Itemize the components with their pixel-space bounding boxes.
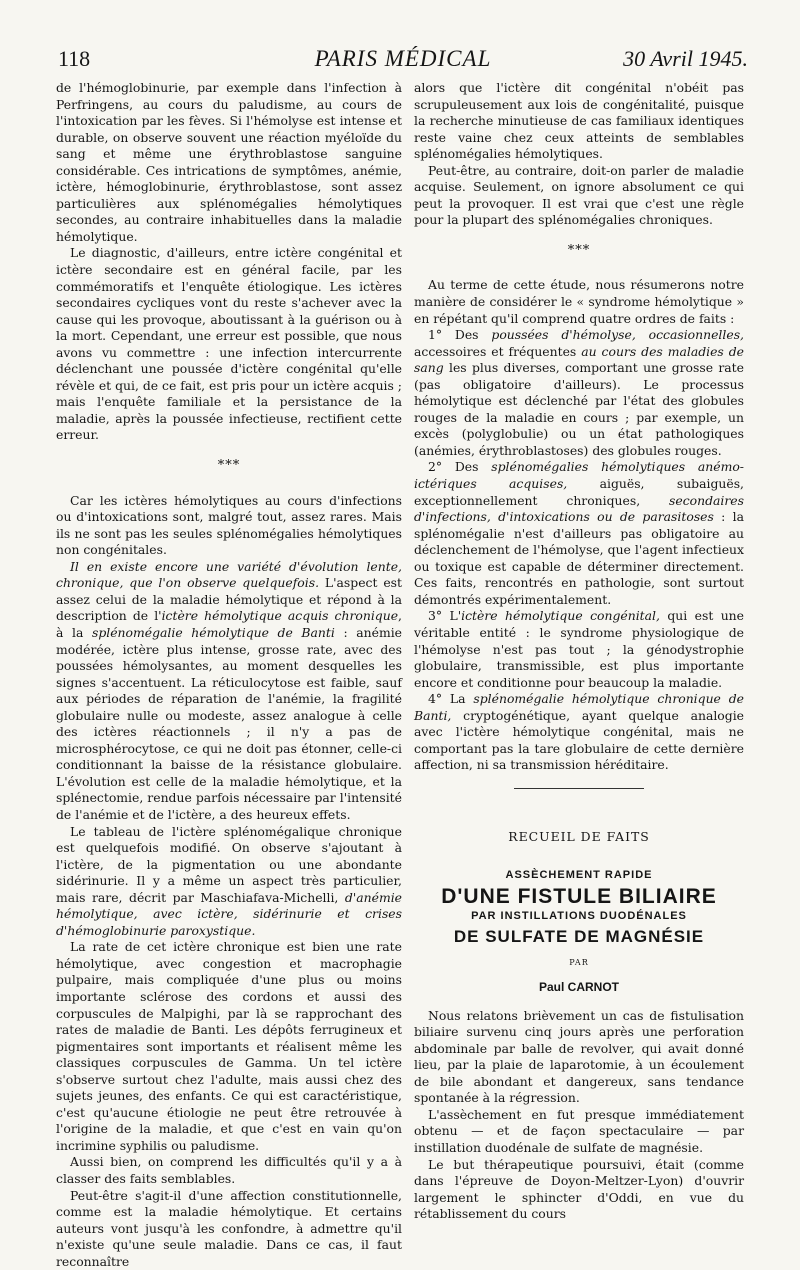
- paragraph: L'assèchement en fut presque immédiatement obtenu — et de façon spectaculaire — par instillation duodénale de sulfate de magnésie.: [414, 1106, 744, 1155]
- paragraph: de l'hémoglobinurie, par exemple dans l'infection à Perfringens, au cours du paludisme, au cours de l'intoxication par les fèves. Si l'hémolyse est intense et durable, on observe souvent une réaction myéloïde du sang et même une érythroblastose sanguine considérable. Ces intrications de symptômes, anémie, ictère, hémoglobinurie, érythroblastose, sont assez particulières aux splénomégalies hémolytiques secondes, au contraire inhabituelles dans la maladie hémolytique.: [56, 80, 402, 244]
- divider: [514, 788, 644, 789]
- paragraph: Au terme de cette étude, nous résumerons notre manière de considérer le « syndrome hémolytique » en répétant qu'il comprend quatre ordres de faits :: [414, 277, 744, 326]
- paragraph: Le but thérapeutique poursuivi, était (comme dans l'épreuve de Doyon-Meltzer-Lyon) d'ouvrir largement le sphincter d'Oddi, en vue du rétablissement du cours: [414, 1156, 744, 1222]
- paragraph: Aussi bien, on comprend les difficultés qu'il y a à classer des faits semblables.: [56, 1154, 402, 1186]
- section-heading: RECUEIL DE FAITS: [508, 828, 650, 844]
- page-number: 118: [58, 46, 91, 71]
- paragraph: Le tableau de l'ictère splénomégalique chronique est quelquefois modifié. On observe s'ajoutant à l'ictère, de la pigmentation ou une abondante sidérinurie. Il y a même un aspect très particulier, mais rare, décrit par Maschiafava-Michelli, d'anémie hémolytique, avec ictère, sidérinurie et crises d'hémoglobinurie paroxystique.: [56, 823, 402, 938]
- section-separator: ***: [567, 242, 591, 258]
- paragraph: Car les ictères hémolytiques au cours d'infections ou d'intoxications sont, malgré tout, assez rares. Mais ils ne sont pas les seules splénomégalies hémolytiques non congénitales.: [56, 492, 402, 558]
- paragraph: Peut-être, au contraire, doit-on parler de maladie acquise. Seulement, on ignore absolument ce qui peut la provoquer. Il est vrai que c'est une règle pour la plupart des splénomégalies chroniques.: [414, 162, 744, 228]
- paragraph: Le diagnostic, d'ailleurs, entre ictère congénital et ictère secondaire est en général facile, par les commémoratifs et l'enquête étiologique. Les ictères secondaires cycliques vont du reste s'achever avec la cause qui les provoque, aboutissant à la guérison ou à la mort. Cependant, une erreur est possible, que nous avons vu commettre : une infection intercurrente déclenchant une poussée d'ictère congénital qu'elle révèle et qui, de ce fait, est pris pour un ictère acquis ; mais l'enquête familiale et la persistance de la maladie, après la poussée infectieuse, rectifient cette erreur.: [56, 245, 402, 443]
- article-subtitle: PAR INSTILLATIONS DUODÉNALES: [471, 909, 687, 922]
- article-title: D'UNE FISTULE BILIAIRE: [441, 884, 717, 908]
- article-title-continued: DE SULFATE DE MAGNÉSIE: [453, 926, 705, 946]
- list-item: 1° Des poussées d'hémolyse, occasionnelles, accessoires et fréquentes au cours des maladies de sang les plus diverses, comportant une grosse rate (pas obligatoire d'ailleurs). Le processus hémolytique est déclenché par l'état des globules rouges de la maladie en cours ; par exemple, un excès (polyglobulie) ou un état pathologiques (anémies, érythroblastoses) des globules rouges.: [414, 327, 744, 458]
- paragraph: alors que l'ictère dit congénital n'obéit pas scrupuleusement aux lois de congénitalité, puisque la recherche minutieuse de cas familiaux identiques reste vaine chez ceux atteints de semblables splénomégalies hémolytiques.: [414, 80, 744, 162]
- right-column: [414, 80, 744, 1223]
- left-column: [56, 80, 402, 1270]
- byline-par: PAR: [569, 957, 589, 967]
- paragraph: Il en existe encore une variété d'évolution lente, chronique, que l'on observe quelquefois. L'aspect est assez celui de la maladie hémolytique et répond à la description de l'ictère hémolytique acquis chronique, à la splénomégalie hémolytique de Banti : anémie modérée, ictère plus intense, grosse rate, avec des poussées hémolysantes, au moment desquelles les signes s'accentuent. La réticulocytose est faible, sauf aux périodes de réparation de l'anémie, la fragilité globulaire nulle ou modeste, assez analogue à celle des ictères réactionnels ; il n'y a pas de microsphérocytose, ce qui ne doit pas étonner, celle-ci conditionnant la baisse de la résistance globulaire. L'évolution est celle de la maladie hémolytique, et la splénectomie, rendue parfois nécessaire par l'intensité de l'anémie et de l'ictère, a des heureux effets.: [56, 558, 402, 822]
- list-item: 3° L'ictère hémolytique congénital, qui est une véritable entité : le syndrome physiologique de l'hémolyse n'est pas tout ; la génodystrophie globulaire, transmissible, est plus importante encore et conditionne pour beaucoup la maladie.: [414, 608, 744, 690]
- list-item: 2° Des splénomégalies hémolytiques anémo-ictériques acquises, aiguës, subaiguës, exceptionnellement chroniques, secondaires d'infections, d'intoxications ou de parasitoses : la splénomégalie n'est d'ailleurs pas obligatoire au déclenchement de l'hémolyse, que l'agent infectieux ou toxique est capable de déterminer directement. Ces faits, rencontrés en pathologie, sont surtout démontrés expérimentalement.: [414, 459, 744, 607]
- list-item: 4° La splénomégalie hémolytique chronique de Banti, cryptogénétique, ayant quelque analogie avec l'ictère hémolytique congénital, mais ne comportant pas la tare globulaire de cette dernière affection, ni sa transmission héréditaire.: [414, 691, 744, 773]
- running-header: [58, 38, 748, 78]
- paragraph: Nous relatons brièvement un cas de fistulisation biliaire survenu cinq jours après une perforation abdominale par balle de revolver, qui avait donné lieu, par la plaie de laparotomie, à un écoulement de bile abondant et dangereux, sans tendance spontanée à la régression.: [414, 1007, 744, 1106]
- issue-date: 30 Avril 1945.: [623, 46, 748, 71]
- paragraph: Peut-être s'agit-il d'une affection constitutionnelle, comme est la maladie hémolytique. Et certains auteurs vont jusqu'à les confondre, à admettre qu'il n'existe qu'une seule maladie. Dans ce cas, il faut reconnaître: [56, 1187, 402, 1269]
- author: Paul CARNOT: [538, 980, 619, 995]
- section-separator: ***: [217, 458, 241, 474]
- paragraph: La rate de cet ictère chronique est bien une rate hémolytique, avec congestion et macrophagie pulpaire, mais compliquée d'une plus ou moins importante sclérose des cordons et aussi des corpuscules de Malpighi, par là se rapprochant des rates de maladie de Banti. Les dépôts ferrugineux et pigmentaires sont importants et réalisent même les classiques corpuscules de Gamma. Un tel ictère s'observe surtout chez l'adulte, mais aussi chez des sujets jeunes, des enfants. Ce qui est caractéristique, c'est qu'aucune étiologie ne peut être retrouvée à l'origine de la maladie, et que c'est en vain qu'on incrimine syphilis ou paludisme.: [56, 939, 402, 1153]
- journal-title: PARIS MÉDICAL: [314, 46, 492, 71]
- article-kicker: ASSÈCHEMENT RAPIDE: [505, 869, 653, 882]
